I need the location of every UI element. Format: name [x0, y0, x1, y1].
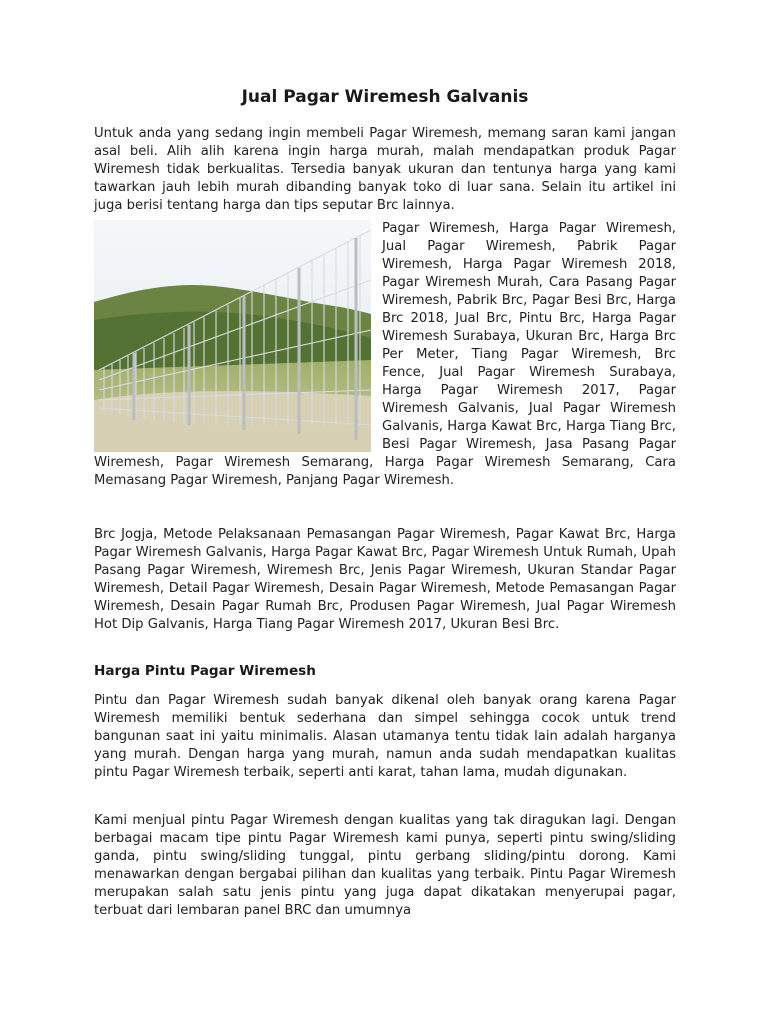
section-paragraph-1: Pintu dan Pagar Wiremesh sudah banyak dikenal oleh banyak orang karena Pagar Wiremesh memiliki bentuk sederhana dan simpel sehingga cocok untuk trend bangunan saat ini yaitu minimalis. Alasan utamanya tentu tidak lain adalah harganya yang murah. Dengan harga yang murah, namun anda sudah mendapatkan kualitas pintu Pagar Wiremesh terbaik, seperti anti karat, tahan lama, mudah digunakan.	[94, 693, 676, 780]
fence-photo-image	[94, 220, 371, 452]
section-heading: Harga Pintu Pagar Wiremesh	[94, 663, 316, 679]
fence-photo	[94, 220, 371, 452]
keywords-paragraph-2: Brc Jogja, Metode Pelaksanaan Pemasangan Pagar Wiremesh, Pagar Kawat Brc, Harga Pagar Wiremesh Galvanis, Harga Pagar Kawat Brc, Pagar Wiremesh Untuk Rumah, Upah Pasang Pagar Wiremesh, Wiremesh Brc, Jenis Pagar Wiremesh, Ukuran Standar Pagar Wiremesh, Detail Pagar Wiremesh, Desain Pagar Wiremesh, Metode Pemasangan Pagar Wiremesh, Desain Pagar Rumah Brc, Produsen Pagar Wiremesh, Jual Pagar Wiremesh Hot Dip Galvanis, Harga Tiang Pagar Wiremesh 2017, Ukuran Besi Brc.	[94, 527, 676, 632]
section-paragraph-2: Kami menjual pintu Pagar Wiremesh dengan kualitas yang tak diragukan lagi. Dengan berbagai macam tipe pintu Pagar Wiremesh kami punya, seperti pintu swing/sliding ganda, pintu swing/sliding tunggal, pintu gerbang sliding/pintu dorong. Kami menawarkan dengan bergabai pilihan dan kualitas yang terbaik. Pintu Pagar Wiremesh merupakan salah satu jenis pintu yang juga dapat dikatakan menyerupai pagar, terbuat dari lembaran panel BRC dan umumnya	[94, 813, 676, 918]
intro-paragraph: Untuk anda yang sedang ingin membeli Pagar Wiremesh, memang saran kami jangan asal beli. Alih alih karena ingin harga murah, malah mendapatkan produk Pagar Wiremesh tidak berkualitas. Tersedia banyak ukuran dan tentunya harga yang kami tawarkan jauh lebih murah dibanding banyak toko di luar sana. Selain itu artikel ini juga berisi tentang harga dan tips seputar Brc lainnya.	[94, 126, 676, 213]
keywords-block-1	[94, 220, 676, 490]
document-title: Jual Pagar Wiremesh Galvanis	[241, 87, 529, 107]
keywords-paragraph-1: Pagar Wiremesh, Harga Pagar Wiremesh, Jual Pagar Wiremesh, Pabrik Pagar Wiremesh, Harga Pagar Wiremesh 2018, Pagar Wiremesh Murah, Cara Pasang Pagar Wiremesh, Pabrik Brc, Pagar Besi Brc, Harga Brc 2018, Jual Brc, Pintu Brc, Harga Pagar Wiremesh Surabaya, Ukuran Brc, Harga Brc Per Meter, Tiang Pagar Wiremesh, Brc Fence, Jual Pagar Wiremesh Surabaya, Harga Pagar Wiremesh 2017, Pagar Wiremesh Galvanis, Jual Pagar Wiremesh Galvanis, Harga Kawat Brc, Harga Tiang Brc, Besi Pagar Wiremesh, Jasa Pasang Pagar Wiremesh, Pagar Wiremesh Semarang, Harga Pagar Wiremesh Semarang, Cara Memasang Pagar Wiremesh, Panjang Pagar Wiremesh.	[94, 221, 676, 488]
